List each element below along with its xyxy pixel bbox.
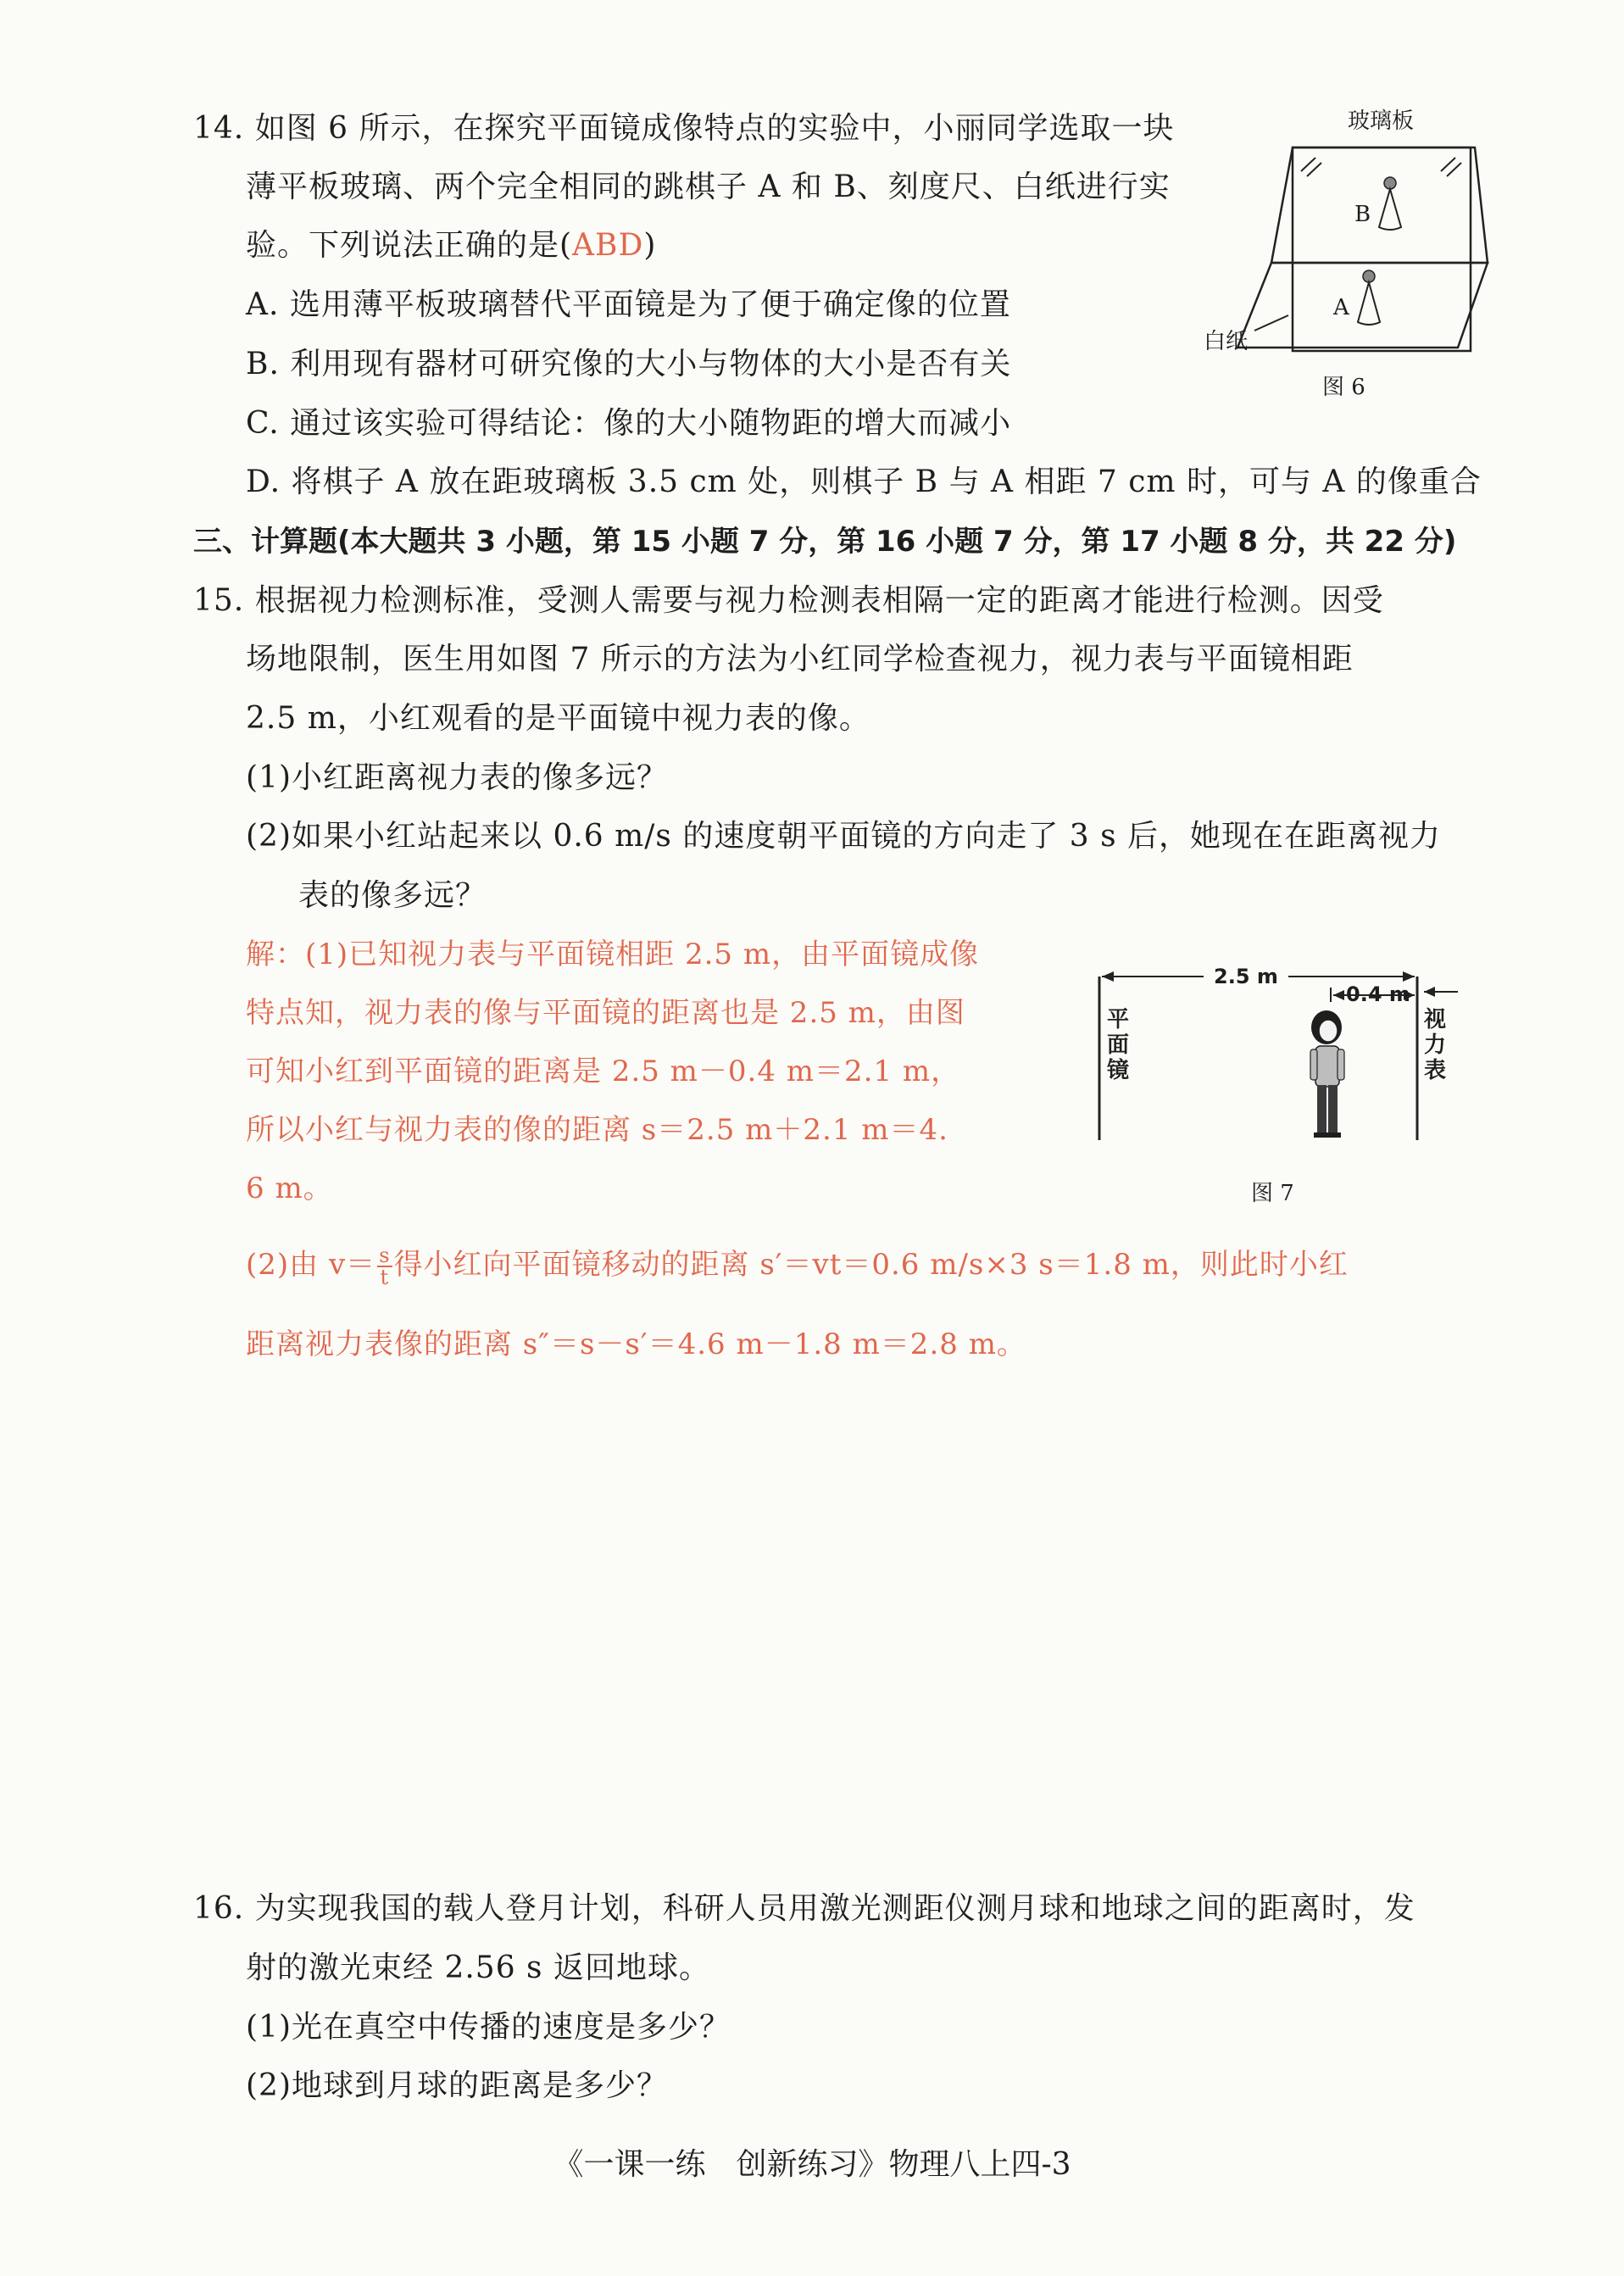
q15-solution-line6: (2)由 v＝ $\frac{s}{t}$ 得小红向平面镜移动的距离 s′＝vt＝0.6 m/s×3 s＝1.8 m，则此时小红 <box>246 1244 1349 1289</box>
fig7-dim-2-5m: 2.5 m <box>1214 965 1278 988</box>
fig6-label-glass: 玻璃板 <box>1348 109 1415 134</box>
q15-line2: 场地限制，医生用如图 7 所示的方法为小红同学检查视力，视力表与平面镜相距 <box>246 642 1354 676</box>
q14-option-d: D. 将棋子 A 放在距玻璃板 3.5 cm 处，则棋子 B 与 A 相距 7 cm 时，可与 A 的像重合 <box>246 465 1482 499</box>
section-3-title: 三、计算题(本大题共 3 小题，第 15 小题 7 分，第 16 小题 7 分，第 17 小题 8 分，共 22 分) <box>193 525 1457 559</box>
q14-answer: ABD <box>572 228 644 263</box>
q15-solution-line5: 6 m。 <box>246 1171 333 1205</box>
q15-line3: 2.5 m，小红观看的是平面镜中视力表的像。 <box>246 701 870 736</box>
fig6-label-b: B <box>1354 202 1371 227</box>
q15-solution-line2: 特点知，视力表的像与平面镜的距离也是 2.5 m，由图 <box>246 996 965 1030</box>
q15-solution-line3: 可知小红到平面镜的距离是 2.5 m－0.4 m＝2.1 m， <box>246 1055 961 1088</box>
q16-sub1: (1)光在真空中传播的速度是多少？ <box>246 2010 731 2045</box>
q16-line2: 射的激光束经 2.56 s 返回地球。 <box>246 1950 710 1985</box>
girl-figure-icon <box>1310 1010 1344 1138</box>
glass-frame-shape <box>1293 147 1471 351</box>
figure-7-diagram <box>1085 958 1475 1153</box>
q16-line1: 16. 为实现我国的载人登月计划，科研人员用激光测距仪测月球和地球之间的距离时，发 <box>193 1891 1415 1926</box>
fig6-caption: 图 6 <box>1322 375 1365 400</box>
fig7-mirror-label: 平 面 镜 <box>1106 1007 1129 1083</box>
fraction-s-over-t: $\frac{s}{t}$ <box>379 1244 391 1289</box>
q14-option-c: C. 通过该实验可得结论：像的大小随物距的增大而减小 <box>246 406 1012 441</box>
q15-sub2-line1: (2)如果小红站起来以 0.6 m/s 的速度朝平面镜的方向走了 3 s 后，她现在在距离视力 <box>246 819 1442 854</box>
q14-line2: 薄平板玻璃、两个完全相同的跳棋子 A 和 B、刻度尺、白纸进行实 <box>246 170 1171 204</box>
q15-solution-line7: 距离视力表像的距离 s″＝s－s′＝4.6 m－1.8 m＝2.8 m。 <box>246 1327 1026 1361</box>
q14-option-a: A. 选用薄平板玻璃替代平面镜是为了便于确定像的位置 <box>246 287 1011 322</box>
fig6-label-paper: 白纸 <box>1204 329 1249 354</box>
q14-option-b: B. 利用现有器材可研究像的大小与物体的大小是否有关 <box>246 347 1012 381</box>
glass-plate-shape <box>1271 147 1488 263</box>
page-footer: 《一课一练 创新练习》物理八上四-3 <box>553 2147 1071 2182</box>
figure-6-diagram <box>1204 93 1500 415</box>
q14-line3: 验。下列说法正确的是(ABD) <box>246 228 657 263</box>
q15-solution-line1: 解：(1)已知视力表与平面镜相距 2.5 m，由平面镜成像 <box>246 938 980 971</box>
q16-sub2: (2)地球到月球的距离是多少？ <box>246 2068 668 2103</box>
q15-sub1: (1)小红距离视力表的像多远？ <box>246 760 668 795</box>
fig7-caption: 图 7 <box>1251 1181 1294 1206</box>
q14-line1: 14. 如图 6 所示，在探究平面镜成像特点的实验中，小丽同学选取一块 <box>193 111 1175 146</box>
q15-solution-line4: 所以小红与视力表的像的距离 s＝2.5 m＋2.1 m＝4. <box>246 1113 948 1147</box>
fig7-chart-label: 视 力 表 <box>1423 1007 1446 1083</box>
q15-line1: 15. 根据视力检测标准，受测人需要与视力检测表相隔一定的距离才能进行检测。因受 <box>193 583 1384 618</box>
q15-sub2-line2: 表的像多远？ <box>298 878 487 913</box>
fig7-dim-0-4m: 0.4 m <box>1346 982 1410 1006</box>
fig6-label-a: A <box>1333 295 1349 320</box>
